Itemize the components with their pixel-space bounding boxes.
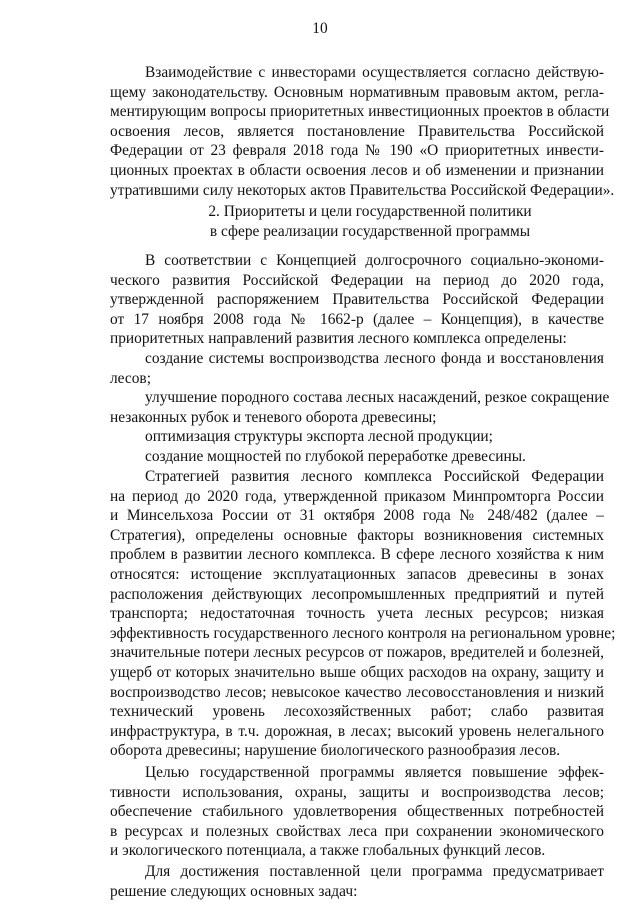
list-item: оптимизация структуры экспорта лесной продукции;: [145, 428, 493, 446]
priority-list: [110, 349, 610, 467]
text-line: Для достижения поставленной цели программа предусматривает: [145, 863, 604, 880]
text-line: Стратегия), определены основные факторы возникновения системных: [110, 526, 604, 544]
text-line: значительные потери лесных ресурсов от пожаров, вредителей и болезней,: [110, 644, 604, 662]
text-line: расположения действующих лесопромышленных предприятий и путей: [110, 585, 604, 603]
text-line: решение следующих основных задач:: [110, 882, 358, 900]
list-item: создание системы воспроизводства лесного фонда и восстановления: [145, 350, 604, 367]
text-line: технический уровень лесохозяйственных работ; слабо развитая: [110, 703, 604, 721]
text-line: от 17 ноября 2008 года № 1662-р (далее – Концепция), в качестве: [110, 310, 604, 328]
text-line: приоритетных направлений развития лесного комплекса определены:: [110, 330, 567, 348]
text-line: транспорта; недостаточная точность учета лесных ресурсов; низкая: [110, 605, 604, 623]
text-line: В соответствии с Концепцией долгосрочного социально-экономи-: [145, 252, 604, 269]
text-line: инфраструктура, в т.ч. дорожная, в лесах; высокий уровень нелегального: [110, 722, 604, 740]
goal-paragraph: [110, 763, 604, 861]
tasks-paragraph: [110, 862, 604, 901]
text-line: ческого развития Российской Федерации на период до 2020 года,: [110, 271, 604, 289]
text-line: и Минсельхоза России от 31 октября 2008 года № 248/482 (далее –: [110, 507, 604, 525]
text-line: Федерации от 23 февраля 2018 года № 190 «О приоритетных инвести-: [110, 142, 604, 160]
text-line: освоения лесов, является постановление Правительства Российской: [110, 122, 604, 140]
text-line: на период до 2020 года, утвержденной приказом Минпромторга России: [110, 487, 604, 505]
list-item-continuation: лесов;: [110, 369, 151, 387]
text-line: утвержденной распоряжением Правительства Российской Федерации: [110, 291, 604, 309]
heading-line: 2. Приоритеты и цели государственной политики: [208, 203, 532, 220]
strategy-paragraph: [110, 467, 616, 761]
text-line: Целью государственной программы является повышение эффек-: [145, 764, 604, 781]
list-item: улучшение породного состава лесных насаждений, резкое сокращение: [145, 389, 610, 407]
list-item-continuation: незаконных рубок и теневого оборота древесины;: [110, 408, 437, 426]
text-line: в ресурсах и полезных свойствах леса при сохранении экономического: [110, 822, 604, 840]
text-line: воспроизводство лесов; невысокое качество лесовосстановления и низкий: [110, 683, 604, 701]
intro-paragraph: [110, 63, 615, 200]
text-line: эффективность государственного лесного контроля на региональном уровне;: [110, 624, 616, 642]
concept-paragraph: [110, 251, 604, 349]
text-line: оборота древесины; нарушение биологического разнообразия лесов.: [110, 742, 561, 760]
text-line: проблем в развитии лесного комплекса. В сфере лесного хозяйства к ним: [110, 546, 604, 564]
list-item: создание мощностей по глубокой переработке древесины.: [145, 447, 526, 465]
text-line: Взаимодействие с инвесторами осуществляется согласно действую-: [145, 64, 604, 81]
text-line: тивности использования, охраны, защиты и воспроизводства лесов;: [110, 783, 604, 801]
section-heading: [110, 202, 630, 241]
text-line: и экологического потенциала, а также глобальных функций лесов.: [110, 842, 546, 860]
heading-line: в сфере реализации государственной программы: [209, 222, 531, 240]
text-line: относятся: истощение эксплуатационных запасов древесины в зонах: [110, 565, 604, 583]
text-line: Стратегией развития лесного комплекса Российской Федерации: [145, 468, 604, 485]
text-line: щему законодательству. Основным нормативным правовым актом, регла-: [110, 83, 604, 101]
text-line: ционных проектах в области освоения лесов и об изменении и признании: [110, 161, 604, 179]
text-line: ущерб от которых значительно выше общих расходов на охрану, защиту и: [110, 663, 604, 681]
text-line: обеспечение стабильного удовлетворения общественных потребностей: [110, 803, 604, 821]
text-line: утратившими силу некоторых актов Правительства Российской Федерации».: [110, 181, 615, 199]
page-number: 10: [312, 20, 328, 37]
text-line: ментирующим вопросы приоритетных инвестиционных проектов в области: [110, 103, 610, 121]
